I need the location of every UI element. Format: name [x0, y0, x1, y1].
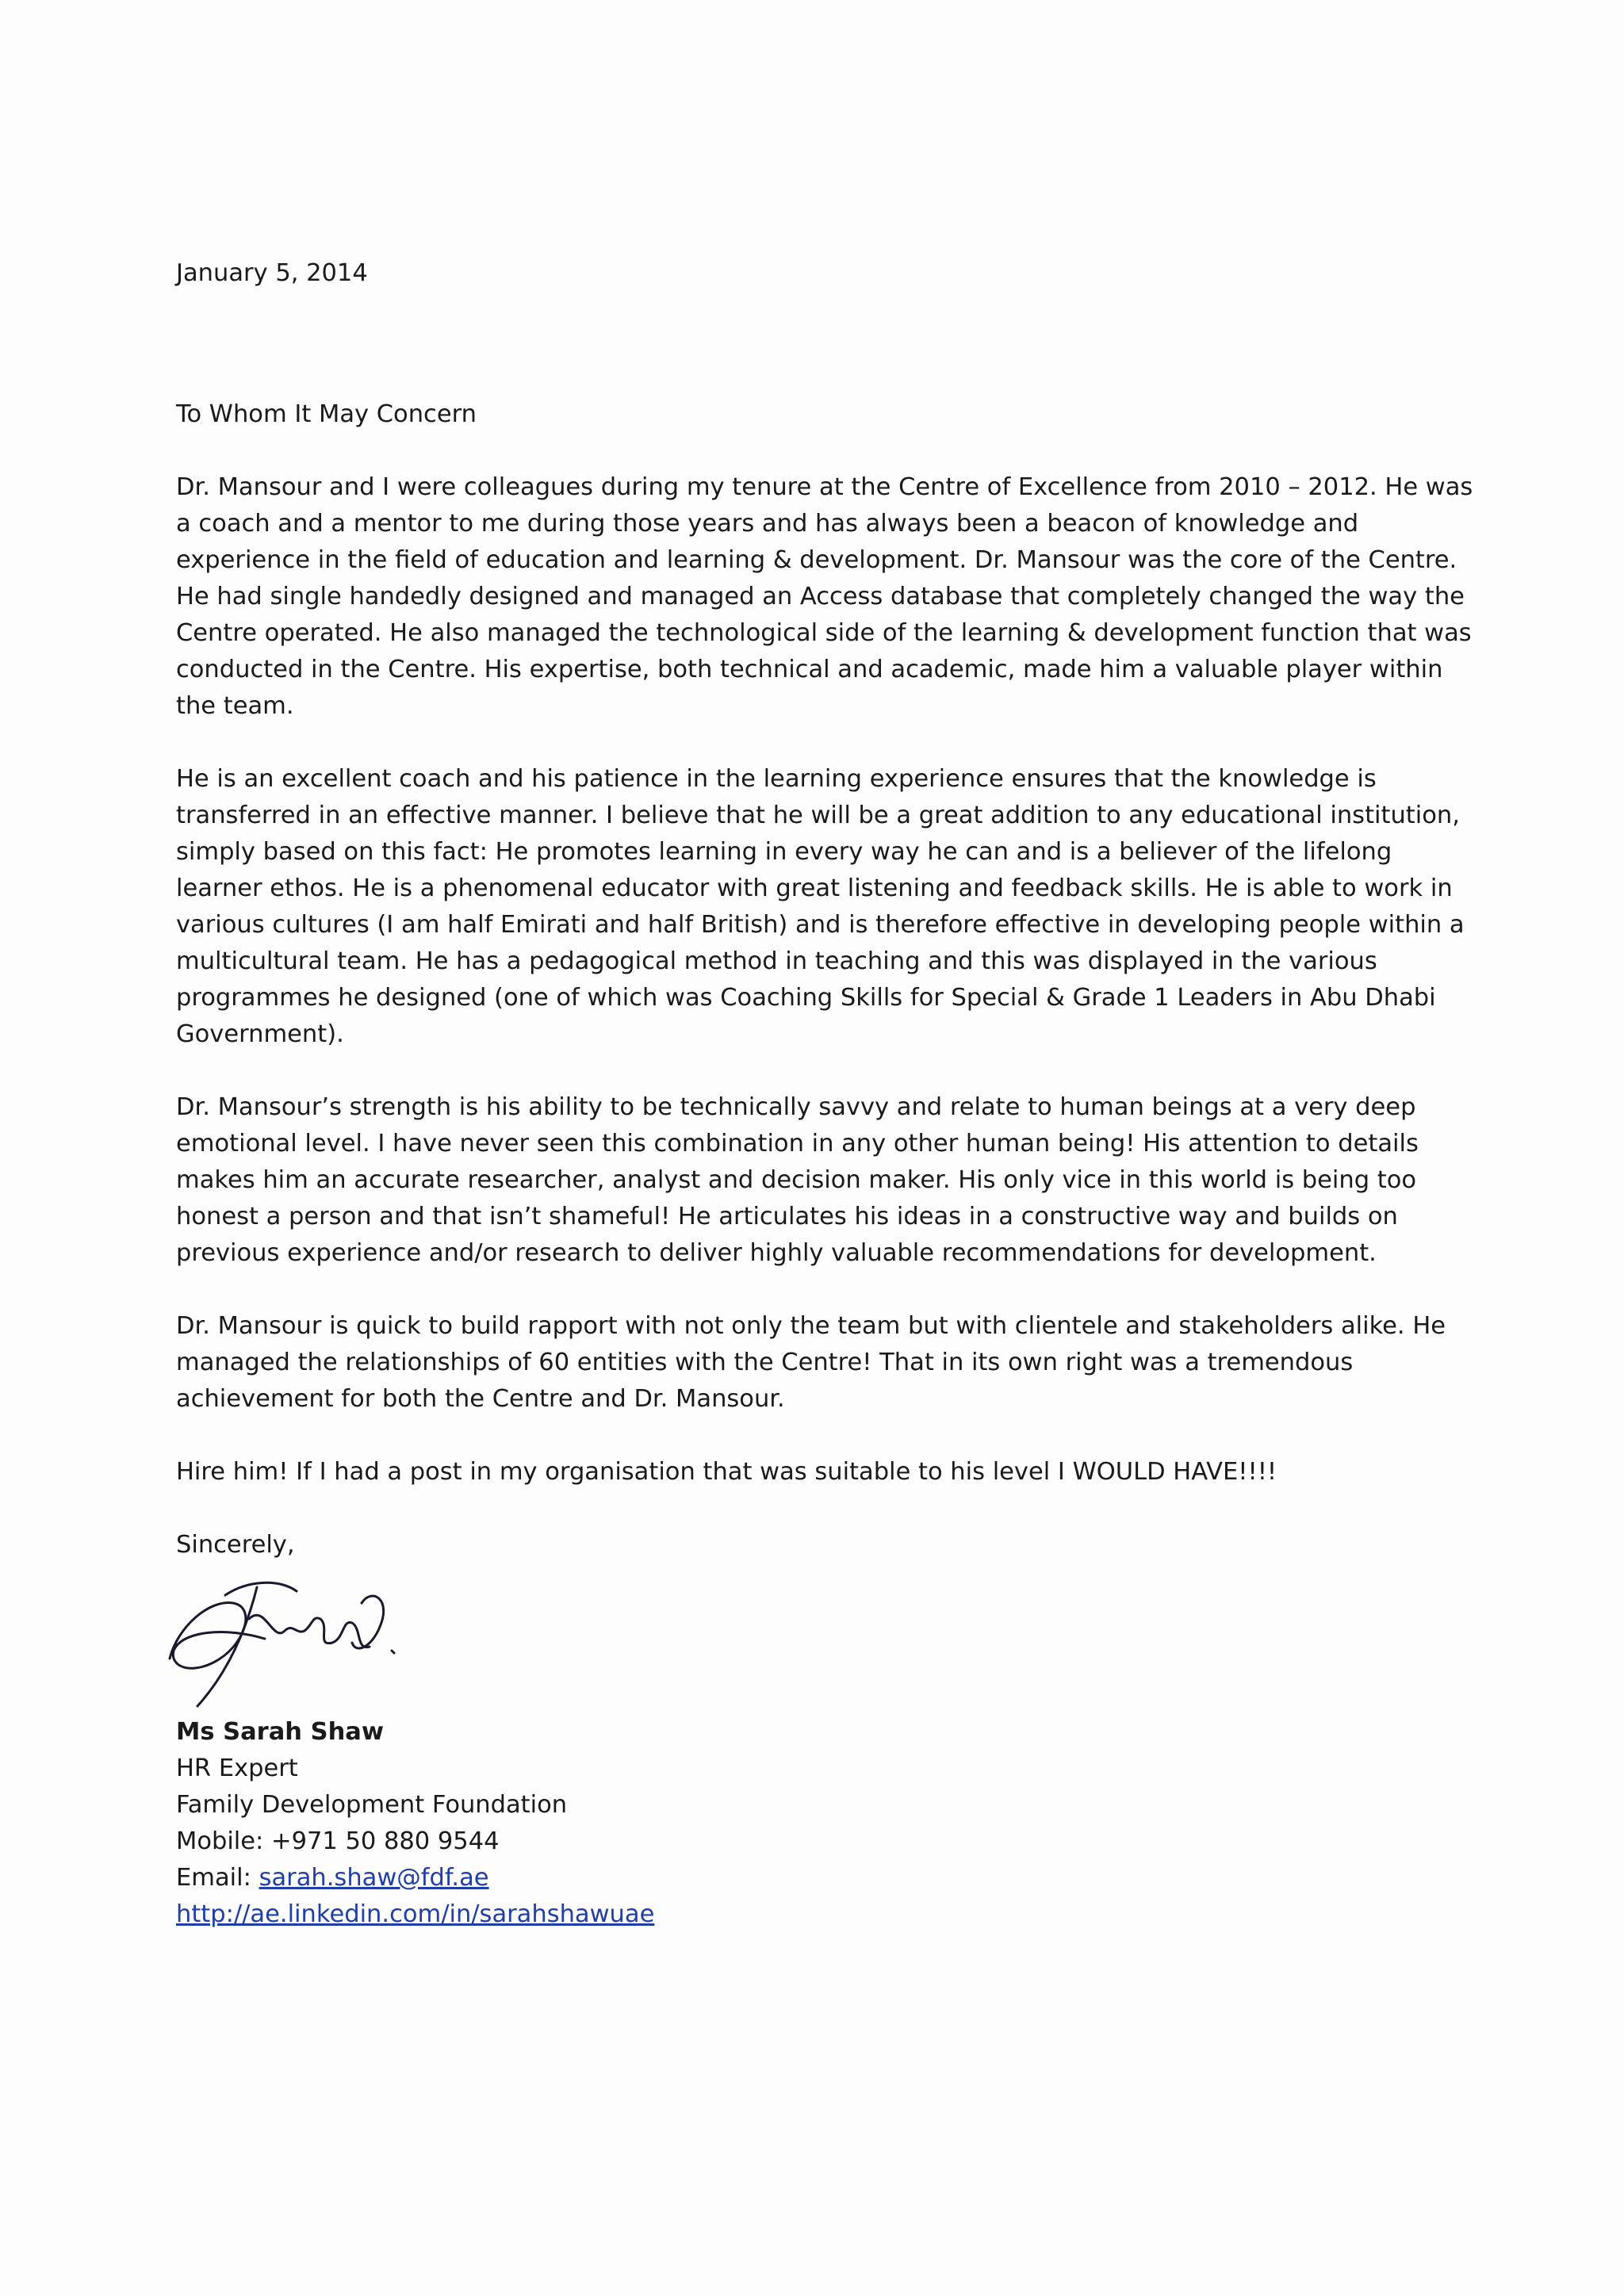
linkedin-link[interactable]: http://ae.linkedin.com/in/sarahshawuae [176, 1900, 655, 1928]
email-label: Email: [176, 1864, 259, 1892]
paragraph-3: Dr. Mansour’s strength is his ability to be technically savvy and relate to human beings at a very deep emotional level. I have never seen this combination in any other human being! His attention to details makes him an accurate researcher, analyst and decision maker. His only vice in this world is being too honest a person and that isn’t shameful! He articulates his ideas in a constructive way and builds on previous experience and/or research to deliver highly valuable recommendations for development. [176, 1093, 1419, 1267]
signer-organization: Family Development Foundation [176, 1791, 568, 1819]
signer-mobile: Mobile: +971 50 880 9544 [176, 1827, 500, 1855]
paragraph-1: Dr. Mansour and I were colleagues during my tenure at the Centre of Excellence from 2010 – 2012. He was a coach and a mentor to me during those years and has always been a beacon of knowledge and experience in the field of education and learning & development. Dr. Mansour was the core of the Centre. He had single handedly designed and managed an Access database that completely changed the way the Centre operated. He also managed the technological side of the learning & development function that was conducted in the Centre. His expertise, both technical and academic, made him a valuable player within the team. [176, 473, 1473, 720]
signer-email-line [176, 1860, 654, 1896]
signer-name: Ms Sarah Shaw [176, 1718, 385, 1746]
paragraph-4: Dr. Mansour is quick to build rapport with not only the team but with clientele and stakeholders alike. He managed the relationships of 60 entities with the Centre! That in its own right was a tremendous achievement for both the Centre and Dr. Mansour. [176, 1312, 1446, 1413]
handwritten-signature [154, 1556, 471, 1714]
paragraph-2: He is an excellent coach and his patience in the learning experience ensures that the knowledge is transferred in an effective manner. I believe that he will be a great addition to any educational institution, simply based on this fact: He promotes learning in every way he can and is a believer of the lifelong learner ethos. He is a phenomenal educator with great listening and feedback skills. He is able to work in various cultures (I am half Emirati and half British) and is therefore effective in developing people within a multicultural team. He has a pedagogical method in teaching and this was displayed in the various programmes he designed (one of which was Coaching Skills for Special & Grade 1 Leaders in Abu Dhabi Government). [176, 765, 1465, 1048]
email-link[interactable]: sarah.shaw@fdf.ae [259, 1864, 489, 1892]
letter-paragraphs [176, 469, 1484, 1563]
closing: Sincerely, [176, 1531, 295, 1559]
signer-title: HR Expert [176, 1755, 298, 1782]
letter-body [176, 255, 1484, 1928]
signature-block [176, 1714, 654, 1933]
letter-date: January 5, 2014 [176, 259, 368, 287]
salutation: To Whom It May Concern [176, 400, 477, 428]
paragraph-5: Hire him! If I had a post in my organisation that was suitable to his level I WOULD HAVE!!!! [176, 1458, 1277, 1486]
